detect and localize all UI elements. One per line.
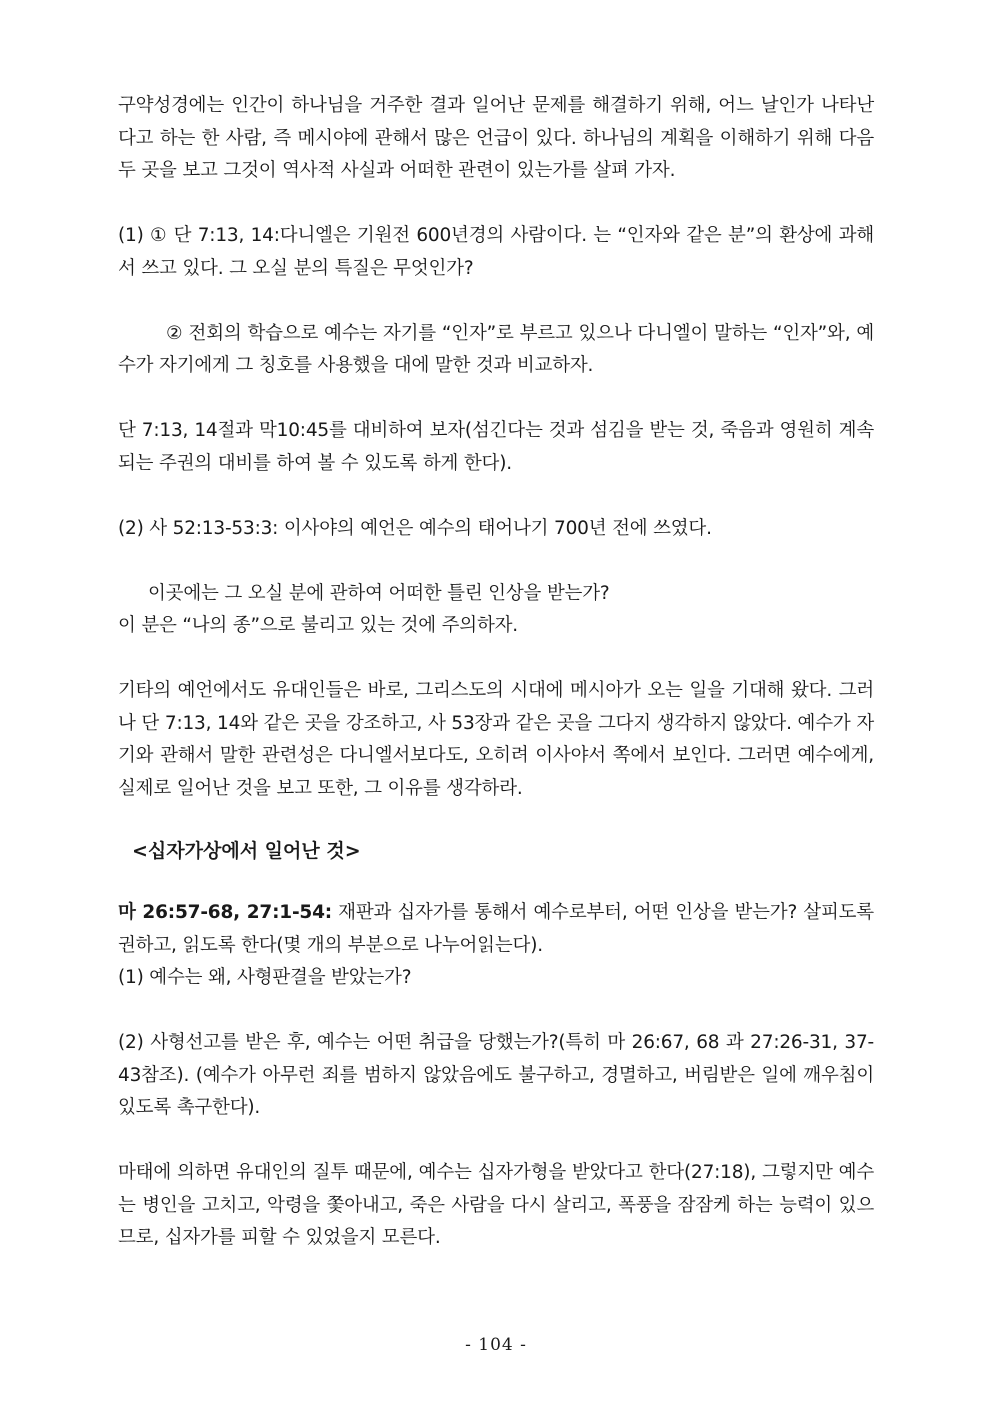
matthew-reference: 마 26:57-68, 27:1-54: <box>118 902 332 923</box>
page-number: - 104 - <box>465 1335 527 1355</box>
closing-paragraph: 마태에 의하면 유대인의 질투 때문에, 예수는 십자가형을 받았다고 한다(27:18), 그렇지만 예수는 병인을 고치고, 악령을 쫓아내고, 죽은 사람을 다시 살리고, 폭풍을 잠잠케 하는 능력이 있으므로, 십자가를 피할 수 있었을지 모른다. <box>118 1162 874 1248</box>
question-2a-line: 이곳에는 그 오실 분에 관하여 어떠한 틀린 인상을 받는가? <box>148 582 610 604</box>
document-body <box>118 90 874 1255</box>
intro-paragraph: 구약성경에는 인간이 하나님을 거주한 결과 일어난 문제를 해결하기 위해, 어느 날인가 나타난다고 하는 한 사람, 즉 메시야에 관해서 많은 언급이 있다. 하나님의 계획을 이해하기 위해 다음 두 곳을 보고 그것이 역사적 사실과 어떠한 관련이 있는가를 살펴 가자. <box>118 95 874 181</box>
other-prophecies-paragraph: 기타의 예언에서도 유대인들은 바로, 그리스도의 시대에 메시아가 오는 일을 기대해 왔다. 그러나 단 7:13, 14와 같은 곳을 강조하고, 사 53장과 같은 곳을 그다지 생각하지 않았다. 예수가 자기와 관해서 말한 관련성은 다니엘서보다도, 오히려 이사야서 쪽에서 보인다. 그러면 예수에게, 실제로 일어난 것을 보고 또한, 그 이유를 생각하라. <box>118 680 874 799</box>
question-2b-line: 이 분은 “나의 종”으로 불리고 있는 것에 주의하자. <box>118 615 518 636</box>
question-1-paragraph: (1) ① 단 7:13, 14:다니엘은 기원전 600년경의 사람이다. 는 “인자와 같은 분”의 환상에 과해서 쓰고 있다. 그 오실 분의 특질은 무엇인가? <box>118 225 874 279</box>
section-heading: <십자가상에서 일어난 것> <box>132 840 361 862</box>
question-1b-paragraph: ② 전회의 학습으로 예수는 자기를 “인자”로 부르고 있으나 다니엘이 말하는 “인자”와, 예수가 자기에게 그 칭호를 사용했을 대에 말한 것과 비교하자. <box>118 322 874 376</box>
matthew-paragraph <box>118 897 874 962</box>
matthew-question-2: (2) 사형선고를 받은 후, 예수는 어떤 취급을 당했는가?(특히 마 26:67, 68 과 27:26-31, 37-43참조). (예수가 아무런 죄를 범하지 않았음에도 불구하고, 경멸하고, 버림받은 일에 깨우침이 있도록 촉구한다). <box>118 1032 874 1118</box>
matthew-text: 재판과 십자가를 통해서 예수로부터, 어떤 인상을 받는가? 살피도록 권하고, 읽도록 한다(몇 개의 부분으로 나누어읽는다). <box>118 902 874 956</box>
matthew-question-1: (1) 예수는 왜, 사형판결을 받았는가? <box>118 967 412 988</box>
comparison-paragraph: 단 7:13, 14절과 막10:45를 대비하여 보자(섬긴다는 것과 섬김을 받는 것, 죽음과 영원히 계속되는 주권의 대비를 하여 볼 수 있도록 하게 한다). <box>118 420 874 474</box>
question-2-paragraph: (2) 사 52:13-53:3: 이사야의 예언은 예수의 태어나기 700년 전에 쓰였다. <box>118 517 712 539</box>
